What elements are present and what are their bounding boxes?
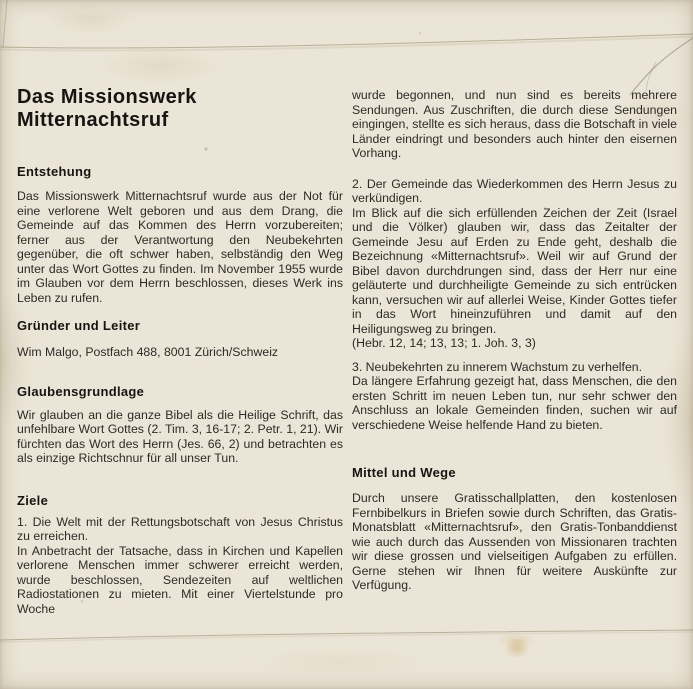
section-heading-ziele: Ziele: [17, 492, 49, 508]
paragraph-address: Wim Malgo, Postfach 488, 8001 Zürich/Schweiz: [17, 345, 279, 359]
section-heading-entstehung: Entstehung: [17, 164, 92, 179]
right-column: [352, 88, 677, 593]
section-heading-glaubensgrundlage: Glaubensgrundlage: [17, 383, 145, 399]
paragraph-goal-3: 3. Neubekehrten zu innerem Wachstum zu verhelfen.: [352, 359, 643, 374]
paragraph: Wir glauben an die ganze Bibel als die Heilige Schrift, das unfehlbare Wort Gottes (2. Tim. 3, 16-17; 2. Petr. 1, 21). Wir fürchten das Wort des Herrn (Jes. 66, 2) und betrachten es als einzige Richtschnur für all unser Tun.: [17, 407, 343, 465]
corner-fold-line: [3, 0, 7, 47]
paragraph: Da längere Erfahrung gezeigt hat, dass Menschen, die den ersten Schritt im neuen Leben tun, nur sehr schwer den Anschluss an lokale Gemeinden finden, suchen wir auf verschiedene Weise helfende Hand zu bieten.: [352, 374, 677, 432]
flap-edge-top: [0, 34, 693, 48]
page-title: Das Missionswerk Mitternachtsruf: [17, 86, 197, 131]
paragraph-bible-references: (Hebr. 12, 14; 13, 13; 1. Joh. 3, 3): [352, 336, 536, 350]
crease-mark-branch: [646, 62, 656, 91]
paragraph: Im Blick auf die sich erfüllenden Zeichen der Zeit (Israel und die Völker) glauben wir, dass das Zeitalter der Gemeinde Jesu auf Erden zu Ende geht, deshalb die Bezeichnung «Mitternachtsruf». Weil wir auf Grund der Bibel davon durchdrungen sind, dass der Herr nur eine geläuterte und durchheiligte Gemeinde zu sich entrücken kann, versuchen wir auf allerlei Weise, Kinder Gottes tiefer in das Wort hineinzuführen und damit auf den Heiligungsweg zu bringen.: [352, 205, 677, 336]
flap-edge-top-shadow: [0, 37, 693, 51]
flap-edge-bottom: [0, 630, 693, 640]
crease-mark: [630, 38, 693, 95]
section-heading-gruender-und-leiter: Gründer und Leiter: [17, 318, 141, 333]
left-column: [17, 86, 343, 616]
paragraph-goal-1: 1. Die Welt mit der Rettungsbotschaft von Jesus Christus zu erreichen.: [17, 514, 343, 543]
flap-edge-bottom-shadow: [0, 632, 693, 642]
section-heading-mittel-und-wege: Mittel und Wege: [352, 465, 456, 480]
paragraph: In Anbetracht der Tatsache, dass in Kirchen und Kapellen verlorene Menschen immer schwerer erreicht werden, wurde beschlossen, Sendezeiten auf weltlichen Radiostationen zu mieten. Mit einer Viertelstunde pro Woche: [17, 543, 343, 616]
paragraph-goal-2: 2. Der Gemeinde das Wiederkommen des Herrn Jesus zu verkündigen.: [352, 176, 677, 205]
paragraph-continuation: wurde begonnen, und nun sind es bereits mehrere Sendungen. Aus Zuschriften, die durch diese Sendungen eingingen, stellte es sich heraus, dass die Botschaft in viele Länder eindringt und besonders auch hinter den eisernen Vorhang.: [352, 88, 677, 160]
paragraph: Durch unsere Gratisschallplatten, den kostenlosen Fernbibelkurs in Briefen sowie durch Schriften, das Gratis-Monatsblatt «Mitternachtsruf», den Gratis-Tonbanddienst wie auch durch das Aussenden von Missionaren trachten wir diese grossen und vielseitigen Aufgaben zu erfüllen. Gerne stehen wir Ihnen für weitere Auskünfte zur Verfügung.: [352, 491, 677, 592]
paragraph: Das Missionswerk Mitternachtsruf wurde aus der Not für eine verlorene Welt geboren und aus dem Drang, die Gemeinde auf das Kommen des Herrn vorzubereiten; ferner aus der Verantwortung den Neubekehrten gegenüber, die oft schwer haben, selbständig den Weg unter das Wort Gottes zu finden. Im November 1955 wurde im Glauben vor dem Herrn beschlossen, dieses Werk ins Leben zu rufen.: [17, 189, 343, 305]
